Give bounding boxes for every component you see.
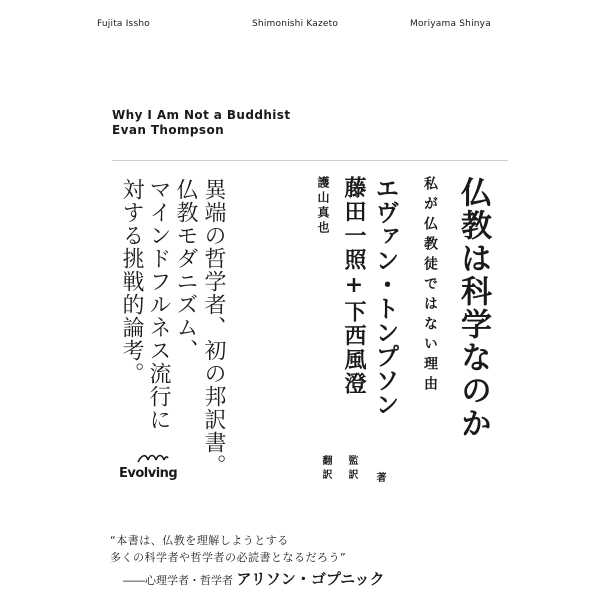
english-author: Evan Thompson [112,123,225,137]
blurb-line: 異端の哲学者、初の邦訳書。 [201,178,226,477]
role-author: 著 [374,472,385,482]
quote-line: 多くの科学者や哲学者の必読書となるだろう” [110,551,347,564]
supervising-translators: 藤田一照+下西風澄 [341,176,367,396]
credit-fujita: Fujita Issho [97,19,150,29]
divider [112,160,508,161]
credit-moriyama: Moriyama Shinya [410,19,491,29]
main-title: 仏教は科学なのか [455,176,491,440]
author-name: エヴァン・トンプソン [371,176,400,416]
blurb-line: 仏教モダニズム、 [173,178,198,362]
blurb-line: 対する挑戦的論考。 [119,178,144,385]
publisher-logo-icon [136,452,170,464]
blurb-line: マインドフルネス流行に [146,178,171,431]
publisher-name: Evolving [119,466,178,481]
attribution-prefix: ――心理学者・哲学者 [123,574,233,587]
english-title: Why I Am Not a Buddhist [112,108,291,122]
role-supervise: 監訳 [346,455,357,483]
subtitle: 私が仏教徒ではない理由 [422,176,438,396]
credit-shimonishi: Shimonishi Kazeto [252,19,339,29]
quote-line: “本書は、仏教を理解しようとする [110,534,289,547]
translator: 護山真也 [316,176,330,236]
quote-attribution [123,568,385,589]
role-translate: 翻訳 [320,455,331,483]
endorser-name: アリソン・ゴプニック [236,570,385,588]
